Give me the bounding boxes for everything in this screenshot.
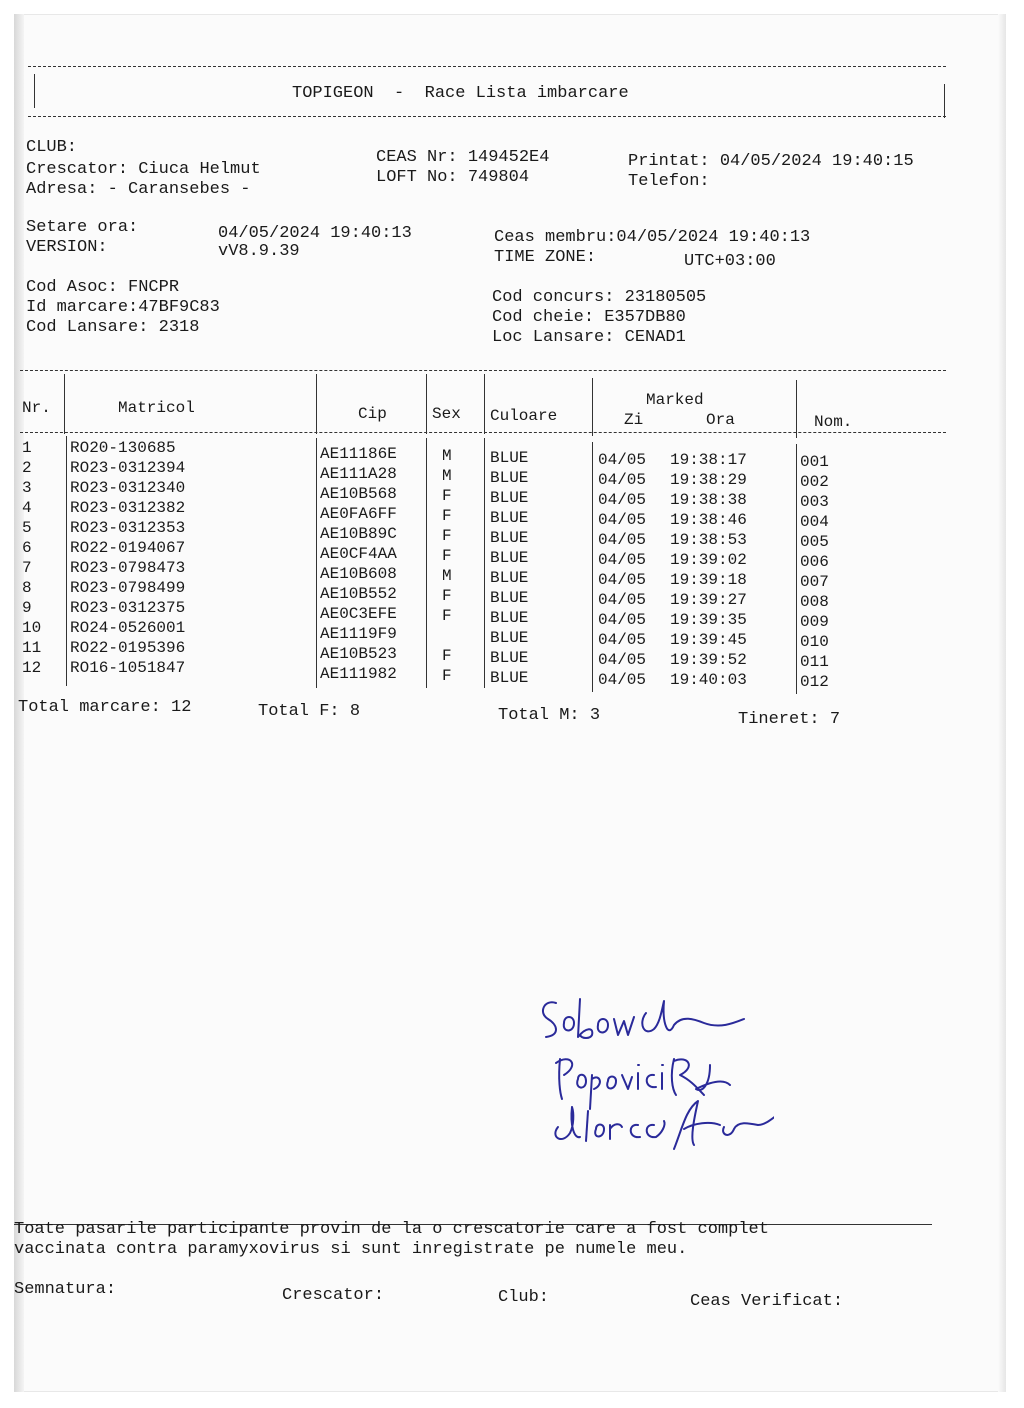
body-divider-sex [484, 438, 485, 688]
cell-sex: M [442, 467, 452, 485]
cell-sex: F [442, 547, 452, 565]
cell-zi: 04/05 [598, 471, 647, 489]
crescator-line [26, 160, 261, 179]
col-divider-cip [426, 374, 427, 434]
cell-matricol: RO23-0798499 [70, 579, 186, 597]
header-nr: Nr. [22, 399, 51, 417]
col-divider-marked [796, 380, 797, 438]
cell-matricol: RO23-0312375 [70, 599, 186, 617]
ceas-value: 149452E4 [467, 148, 550, 167]
cell-matricol: RO16-1051847 [70, 659, 186, 677]
cell-culoare: BLUE [490, 629, 529, 647]
cell-sex: F [442, 647, 452, 665]
cell-ora: 19:39:18 [670, 571, 747, 589]
id-marcare-line [26, 298, 220, 317]
header-zi: Zi [624, 411, 644, 429]
cell-nr: 3 [22, 479, 32, 497]
tineret: Tineret: 7 [738, 710, 841, 729]
cell-matricol: RO23-0312353 [70, 519, 186, 537]
cod-cheie-value: E357DB80 [604, 308, 686, 327]
adresa-line [26, 180, 250, 199]
cell-matricol: RO23-0312340 [70, 479, 186, 497]
cod-lansare-label: Cod Lansare: [26, 318, 149, 337]
cell-zi: 04/05 [598, 531, 647, 549]
cell-zi: 04/05 [598, 671, 647, 689]
document-title: Race Lista imbarcare [424, 84, 629, 103]
cell-ora: 19:38:17 [670, 451, 747, 469]
ceas-verificat-label: Ceas Verificat: [690, 1292, 844, 1311]
cell-zi: 04/05 [598, 591, 647, 609]
cell-culoare: BLUE [490, 469, 529, 487]
cell-zi: 04/05 [598, 451, 647, 469]
cell-nr: 9 [22, 599, 32, 617]
cell-cip: AE10B552 [320, 585, 397, 603]
cell-zi: 04/05 [598, 651, 647, 669]
table-header-rule [20, 432, 946, 433]
cell-nom: 009 [800, 613, 829, 631]
cell-sex: M [442, 567, 452, 585]
loc-lansare-line [492, 328, 686, 347]
cell-sex: F [442, 527, 452, 545]
cell-nr: 5 [22, 519, 32, 537]
club-label: CLUB: [26, 138, 78, 157]
cell-nr: 2 [22, 459, 32, 477]
cod-asoc-line [26, 278, 179, 297]
crescator-label: Crescator: [26, 160, 129, 179]
cell-culoare: BLUE [490, 569, 529, 587]
cell-zi: 04/05 [598, 511, 647, 529]
cell-cip: AE0FA6FF [320, 505, 397, 523]
cell-nom: 001 [800, 453, 829, 471]
cell-culoare: BLUE [490, 669, 529, 687]
cell-cip: AE0CF4AA [320, 545, 397, 563]
cell-matricol: RO22-0194067 [70, 539, 186, 557]
title-left-border [34, 74, 35, 108]
ceas-line [376, 148, 549, 167]
table-top-rule [20, 370, 946, 371]
cell-nr: 1 [22, 439, 32, 457]
cell-culoare: BLUE [490, 609, 529, 627]
col-divider-sex [484, 374, 485, 434]
ceas-membru-value: 04/05/2024 19:40:13 [616, 228, 811, 247]
cell-zi: 04/05 [598, 571, 647, 589]
cell-ora: 19:38:53 [670, 531, 747, 549]
id-marcare-value: 47BF9C83 [138, 298, 220, 317]
header-matricol: Matricol [118, 399, 195, 417]
cell-nr: 11 [22, 639, 42, 657]
adresa-value: - Caransebes - [107, 180, 251, 199]
cell-culoare: BLUE [490, 509, 529, 527]
setare-value: 04/05/2024 19:40:13 [218, 224, 412, 243]
cell-ora: 19:38:38 [670, 491, 747, 509]
cell-nr: 7 [22, 559, 32, 577]
cell-cip: AE111A28 [320, 465, 397, 483]
loft-line [376, 168, 529, 187]
cell-zi: 04/05 [598, 631, 647, 649]
cell-cip: AE10B568 [320, 485, 397, 503]
col-divider-nr [64, 374, 65, 434]
cod-cheie-line [492, 308, 686, 327]
telefon-label: Telefon: [628, 172, 710, 191]
semnatura-label: Semnatura: [14, 1280, 117, 1299]
cell-ora: 19:38:29 [670, 471, 747, 489]
adresa-label: Adresa: [26, 180, 98, 199]
printed-report-sheet [14, 14, 1006, 1392]
club-sign-label: Club: [498, 1288, 550, 1307]
cell-culoare: BLUE [490, 489, 529, 507]
cell-zi: 04/05 [598, 611, 647, 629]
crescator-sign-label: Crescator: [282, 1286, 385, 1305]
total-f: Total F: 8 [258, 702, 361, 721]
cell-ora: 19:39:35 [670, 611, 747, 629]
cell-matricol: RO22-0195396 [70, 639, 186, 657]
cell-nom: 012 [800, 673, 829, 691]
cell-zi: 04/05 [598, 491, 647, 509]
total-m: Total M: 3 [498, 706, 601, 725]
cod-asoc-label: Cod Asoc: [26, 278, 118, 297]
cell-nr: 12 [22, 659, 42, 677]
version-value: vV8.9.39 [218, 242, 300, 261]
cell-culoare: BLUE [490, 549, 529, 567]
body-divider-nr [66, 436, 67, 686]
cell-cip: AE111982 [320, 665, 397, 683]
cod-lansare-line [26, 318, 199, 337]
loft-value: 749804 [467, 168, 530, 187]
cell-nom: 011 [800, 653, 829, 671]
body-divider-culoare [592, 442, 593, 692]
cell-ora: 19:40:03 [670, 671, 747, 689]
header-ora: Ora [706, 411, 735, 429]
statement-line-1: Toate pasarile participante provin de la o crescatorie care a fost complet [14, 1220, 769, 1239]
cell-nr: 8 [22, 579, 32, 597]
cod-cheie-label: Cod cheie: [492, 308, 595, 327]
cell-zi: 04/05 [598, 551, 647, 569]
header-cip: Cip [358, 405, 387, 423]
cell-nr: 4 [22, 499, 32, 517]
col-divider-culoare [592, 378, 593, 436]
cod-asoc-value: FNCPR [128, 278, 180, 297]
cell-nom: 007 [800, 573, 829, 591]
loc-lansare-value: CENAD1 [624, 328, 686, 347]
cell-nom: 004 [800, 513, 829, 531]
header-nom: Nom. [814, 413, 853, 431]
cell-matricol: RO23-0312382 [70, 499, 186, 517]
title-top-rule [28, 66, 946, 67]
cell-sex: F [442, 667, 452, 685]
handwritten-signatures [534, 989, 774, 1169]
cell-cip: AE1119F9 [320, 625, 397, 643]
cell-ora: 19:38:46 [670, 511, 747, 529]
cell-matricol: RO23-0798473 [70, 559, 186, 577]
app-name: TOPIGEON [292, 84, 374, 103]
printat-value: 04/05/2024 19:40:15 [719, 152, 914, 171]
cell-cip: AE0C3EFE [320, 605, 397, 623]
cell-ora: 19:39:45 [670, 631, 747, 649]
cell-nom: 005 [800, 533, 829, 551]
cell-cip: AE10B89C [320, 525, 397, 543]
cod-concurs-line [492, 288, 706, 307]
loft-label: LOFT No: [376, 168, 458, 187]
cell-cip: AE11186E [320, 445, 397, 463]
cell-culoare: BLUE [490, 589, 529, 607]
timezone-label: TIME ZONE: [494, 248, 597, 267]
header-marked: Marked [646, 391, 704, 409]
printat-label: Printat: [628, 152, 710, 171]
cell-ora: 19:39:02 [670, 551, 747, 569]
report-title [292, 84, 629, 103]
cell-sex: F [442, 607, 452, 625]
id-marcare-label: Id marcare: [26, 298, 139, 317]
header-sex: Sex [432, 405, 461, 423]
cell-nom: 006 [800, 553, 829, 571]
cod-lansare-value: 2318 [158, 318, 200, 337]
cell-culoare: BLUE [490, 649, 529, 667]
title-separator: - [394, 84, 405, 103]
header-culoare: Culoare [490, 407, 558, 425]
cell-ora: 19:39:27 [670, 591, 747, 609]
cell-sex: F [442, 587, 452, 605]
cod-concurs-label: Cod concurs: [492, 288, 615, 307]
statement-line-2: vaccinata contra paramyxovirus si sunt inregistrate pe numele meu. [14, 1240, 688, 1259]
printat-line [628, 152, 914, 171]
scan-edge-right [998, 14, 1006, 1392]
body-divider-matricol [316, 438, 317, 688]
cell-sex: F [442, 487, 452, 505]
cell-matricol: RO24-0526001 [70, 619, 186, 637]
cell-culoare: BLUE [490, 529, 529, 547]
ceas-membru-line [494, 228, 810, 247]
version-label: VERSION: [26, 238, 108, 257]
loc-lansare-label: Loc Lansare: [492, 328, 615, 347]
cell-sex: M [442, 447, 452, 465]
setare-label: Setare ora: [26, 218, 139, 237]
col-divider-matricol [316, 374, 317, 434]
cell-cip: AE10B608 [320, 565, 397, 583]
title-bottom-rule [28, 116, 946, 117]
cod-concurs-value: 23180505 [624, 288, 707, 307]
cell-nom: 008 [800, 593, 829, 611]
ceas-label: CEAS Nr: [376, 148, 458, 167]
cell-cip: AE10B523 [320, 645, 397, 663]
cell-matricol: RO20-130685 [70, 439, 176, 457]
title-right-border [944, 84, 945, 118]
cell-ora: 19:39:52 [670, 651, 747, 669]
total-marcare: Total marcare: 12 [18, 698, 192, 717]
cell-nr: 10 [22, 619, 42, 637]
timezone-value: UTC+03:00 [684, 252, 776, 271]
body-divider-cip [426, 438, 427, 688]
cell-nom: 002 [800, 473, 829, 491]
cell-sex: F [442, 507, 452, 525]
crescator-value: Ciuca Helmut [138, 160, 261, 179]
cell-nr: 6 [22, 539, 32, 557]
cell-culoare: BLUE [490, 449, 529, 467]
ceas-membru-label: Ceas membru: [494, 228, 617, 247]
cell-matricol: RO23-0312394 [70, 459, 186, 477]
cell-nom: 003 [800, 493, 829, 511]
cell-nom: 010 [800, 633, 829, 651]
body-divider-marked [796, 444, 797, 694]
